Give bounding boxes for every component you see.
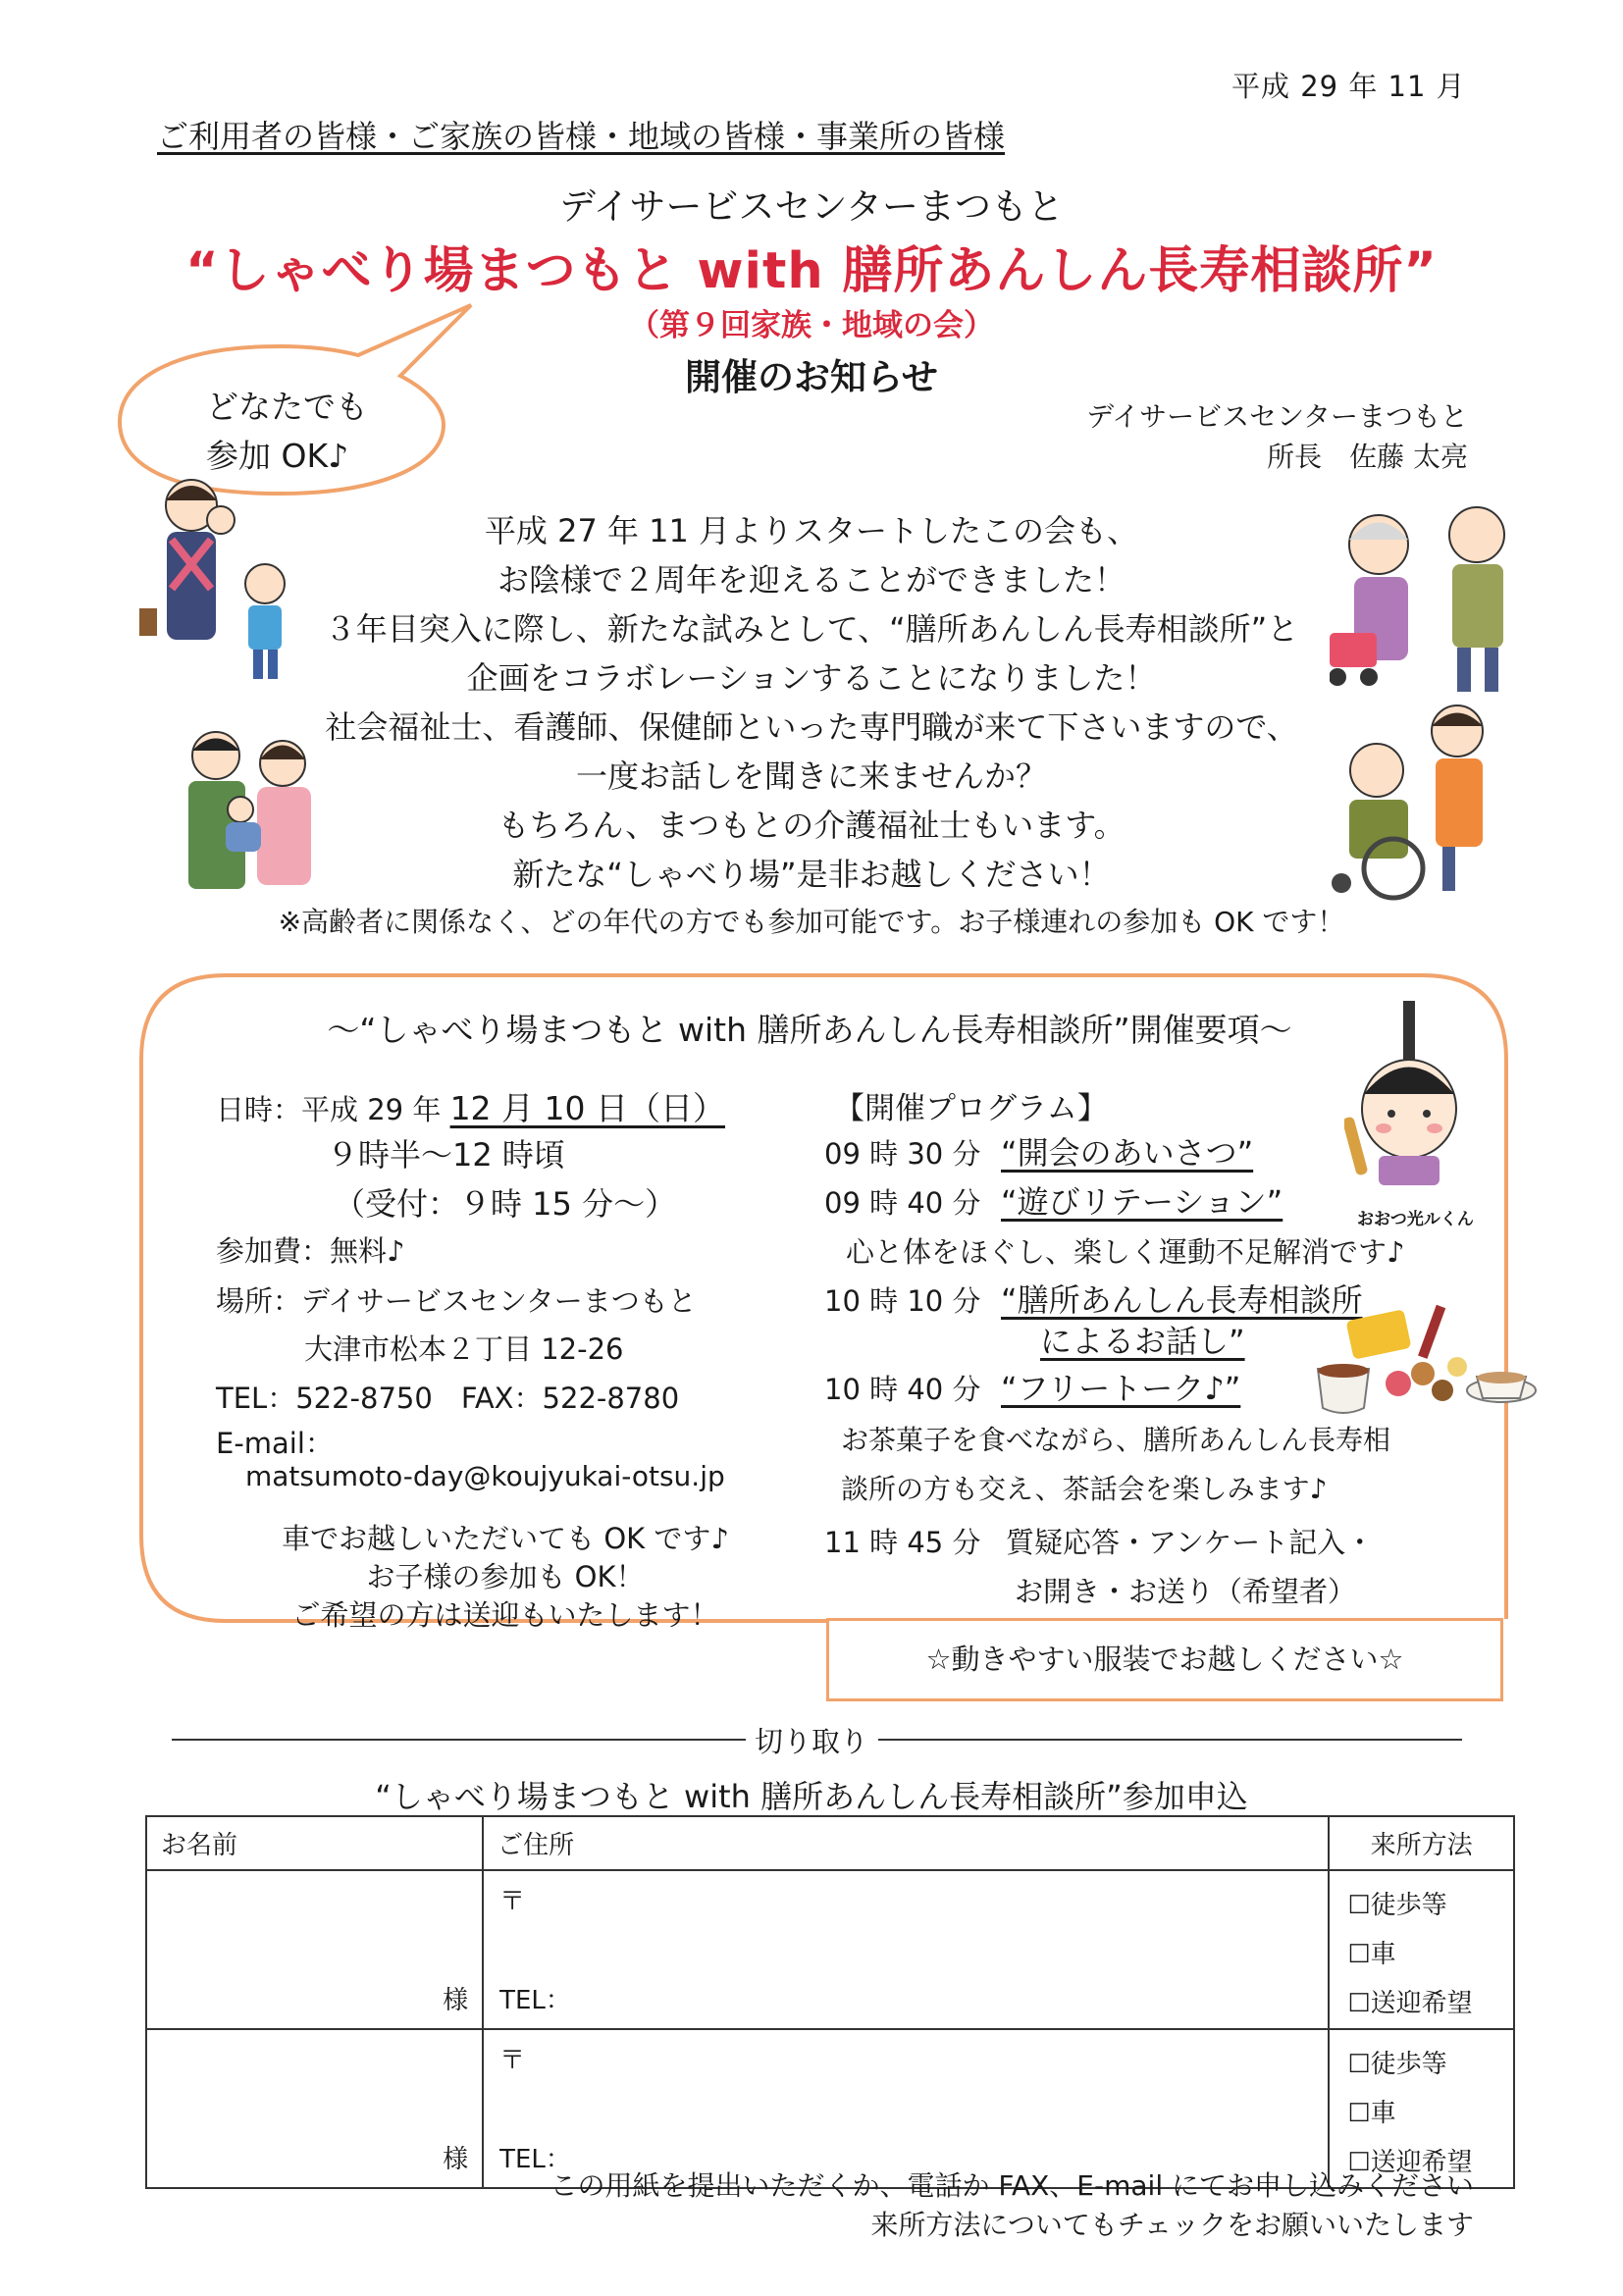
program-item-2-title: “遊びリテーション” bbox=[1001, 1183, 1283, 1221]
program-item-4-title: “フリートーク♪” bbox=[1001, 1370, 1241, 1407]
opt-pickup-2[interactable]: ☐送迎希望 bbox=[1347, 2148, 1473, 2177]
method-cell-1 bbox=[1329, 1870, 1514, 2029]
event-time: ９時半～12 時頃 bbox=[327, 1136, 565, 1174]
intro-line-2: お陰様で２周年を迎えることができました！ bbox=[497, 561, 1126, 599]
car-note: 車でお越しいただいても OK です♪ bbox=[282, 1522, 729, 1555]
honorific-2: 様 bbox=[443, 2145, 469, 2174]
footer-line-1: この用紙を提出いただくか、電話か FAX、E-mail にてお申し込みください bbox=[550, 2169, 1474, 2202]
program-item-5-title-b: お開き・お送り（希望者） bbox=[1015, 1575, 1357, 1608]
mascot-name: おおつ光ルくん bbox=[1357, 1210, 1474, 1229]
program-item-3-title-a: “膳所あんしん長寿相談所 bbox=[1001, 1281, 1363, 1319]
intro-line-7: もちろん、まつもとの介護福祉士もいます。 bbox=[497, 807, 1126, 844]
tel-fax-line: TEL：522-8750 FAX：522-8780 bbox=[216, 1382, 680, 1415]
signer-name: 所長 佐藤 太亮 bbox=[1267, 441, 1468, 473]
address-line: 大津市松本２丁目 12-26 bbox=[304, 1332, 624, 1366]
program-item-3-time: 10 時 10 分 bbox=[824, 1284, 981, 1318]
application-form bbox=[145, 1815, 1515, 2189]
notice-heading: 開催のお知らせ bbox=[685, 356, 938, 398]
program-item-3-title-b: によるお話し” bbox=[1040, 1323, 1245, 1360]
program-item-5-time: 11 時 45 分 bbox=[824, 1526, 981, 1559]
event-date-line bbox=[216, 1083, 725, 1129]
audience-line: ご利用者の皆様・ご家族の皆様・地域の皆様・事業所の皆様 bbox=[157, 118, 1006, 155]
event-title: “しゃべり場まつもと with 膳所あんしん長寿相談所” bbox=[185, 242, 1438, 300]
dress-note-box: ☆動きやすい服装でお越しください☆ bbox=[826, 1618, 1503, 1701]
access-notes bbox=[236, 1520, 775, 1635]
program-item-2-desc: 心と体をほぐし、楽しく運動不足解消です♪ bbox=[846, 1235, 1405, 1269]
details-title: ～“しゃべり場まつもと with 膳所あんしん長寿相談所”開催要項～ bbox=[327, 1011, 1292, 1049]
postal-mark-1: 〒 bbox=[499, 1887, 526, 1916]
mascot-illustration bbox=[1344, 1001, 1492, 1197]
program-item-4-time: 10 時 40 分 bbox=[824, 1373, 981, 1406]
intro-line-4: 企画をコラボレーションすることになりました！ bbox=[466, 659, 1157, 697]
program-item-4-desc-a: お茶菓子を食べながら、膳所あんしん長寿相 bbox=[841, 1424, 1391, 1456]
fee-line: 参加費：無料♪ bbox=[216, 1234, 405, 1268]
issue-date: 平成 29 年 11 月 bbox=[1231, 70, 1466, 103]
signature-block bbox=[1086, 396, 1468, 477]
program-item-2-time: 09 時 40 分 bbox=[824, 1186, 981, 1220]
reception-time: （受付：９時 15 分～） bbox=[334, 1185, 677, 1223]
name-cell-1[interactable] bbox=[146, 1870, 483, 2029]
date-value: 12 月 10 日（日） bbox=[449, 1089, 726, 1127]
opt-walk-2[interactable]: ☐徒歩等 bbox=[1347, 2050, 1447, 2079]
program-item-4-desc-b: 談所の方も交え、茶話会を楽しみます♪ bbox=[841, 1473, 1328, 1505]
program-item-1-time: 09 時 30 分 bbox=[824, 1137, 981, 1171]
place-line: 場所：デイサービスセンターまつもと bbox=[216, 1284, 697, 1318]
tea-sweets-illustration bbox=[1310, 1300, 1545, 1428]
tel-label-1: TEL： bbox=[499, 1986, 571, 2015]
honorific-1: 様 bbox=[443, 1986, 469, 2015]
form-title: “しゃべり場まつもと with 膳所あんしん長寿相談所”参加申込 bbox=[375, 1778, 1248, 1815]
program-item-5-title-a: 質疑応答・アンケート記入・ bbox=[1006, 1526, 1375, 1559]
form-row-1 bbox=[146, 1870, 1514, 2029]
email-address[interactable]: matsumoto-day@koujyukai-otsu.jp bbox=[245, 1460, 725, 1492]
opt-pickup-1[interactable]: ☐送迎希望 bbox=[1347, 1989, 1473, 2018]
header-address: ご住所 bbox=[483, 1816, 1329, 1870]
opt-car-1[interactable]: ☐車 bbox=[1347, 1940, 1396, 1969]
pickup-note: ご希望の方は送迎もいたします！ bbox=[291, 1598, 719, 1632]
email-label: E-mail： bbox=[216, 1427, 334, 1460]
opt-car-2[interactable]: ☐車 bbox=[1347, 2099, 1396, 2128]
intro-line-1: 平成 27 年 11 月よりスタートしたこの会も、 bbox=[484, 512, 1139, 549]
intro-line-5: 社会福祉士、看護師、保健師といった専門職が来て下さいますので、 bbox=[325, 708, 1298, 746]
header-method: 来所方法 bbox=[1329, 1816, 1514, 1870]
kids-note: お子様の参加も OK！ bbox=[366, 1560, 645, 1593]
signer-org: デイサービスセンターまつもと bbox=[1086, 400, 1468, 433]
program-heading: 【開催プログラム】 bbox=[834, 1091, 1108, 1126]
header-name: お名前 bbox=[146, 1816, 483, 1870]
program-item-1-title: “開会のあいさつ” bbox=[1001, 1134, 1254, 1172]
bubble-line-1: どなたでも bbox=[206, 388, 368, 426]
intro-line-3: ３年目突入に際し、新たな試みとして、“膳所あんしん長寿相談所”と bbox=[324, 610, 1299, 648]
bubble-line-2: 参加 OK♪ bbox=[206, 437, 349, 475]
organizer-name: デイサービスセンターまつもと bbox=[559, 185, 1064, 228]
intro-line-6: 一度お話しを聞きに来ませんか？ bbox=[575, 757, 1047, 795]
name-cell-2[interactable] bbox=[146, 2029, 483, 2188]
footer-line-2: 来所方法についてもチェックをお願いいたします bbox=[870, 2209, 1474, 2241]
opt-walk-1[interactable]: ☐徒歩等 bbox=[1347, 1891, 1447, 1920]
cut-label: 切り取り bbox=[754, 1725, 868, 1758]
date-label: 日時：平成 29 年 bbox=[216, 1093, 450, 1126]
tel-label-2: TEL： bbox=[499, 2145, 571, 2174]
address-cell-1[interactable] bbox=[483, 1870, 1329, 2029]
age-note: ※高齢者に関係なく、どの年代の方でも参加可能です。お子様連れの参加も OK です！ bbox=[278, 906, 1345, 938]
intro-line-8: 新たな“しゃべり場”是非お越しください！ bbox=[512, 856, 1111, 893]
event-subtitle: （第９回家族・地域の会） bbox=[629, 308, 994, 343]
postal-mark-2: 〒 bbox=[499, 2046, 526, 2075]
